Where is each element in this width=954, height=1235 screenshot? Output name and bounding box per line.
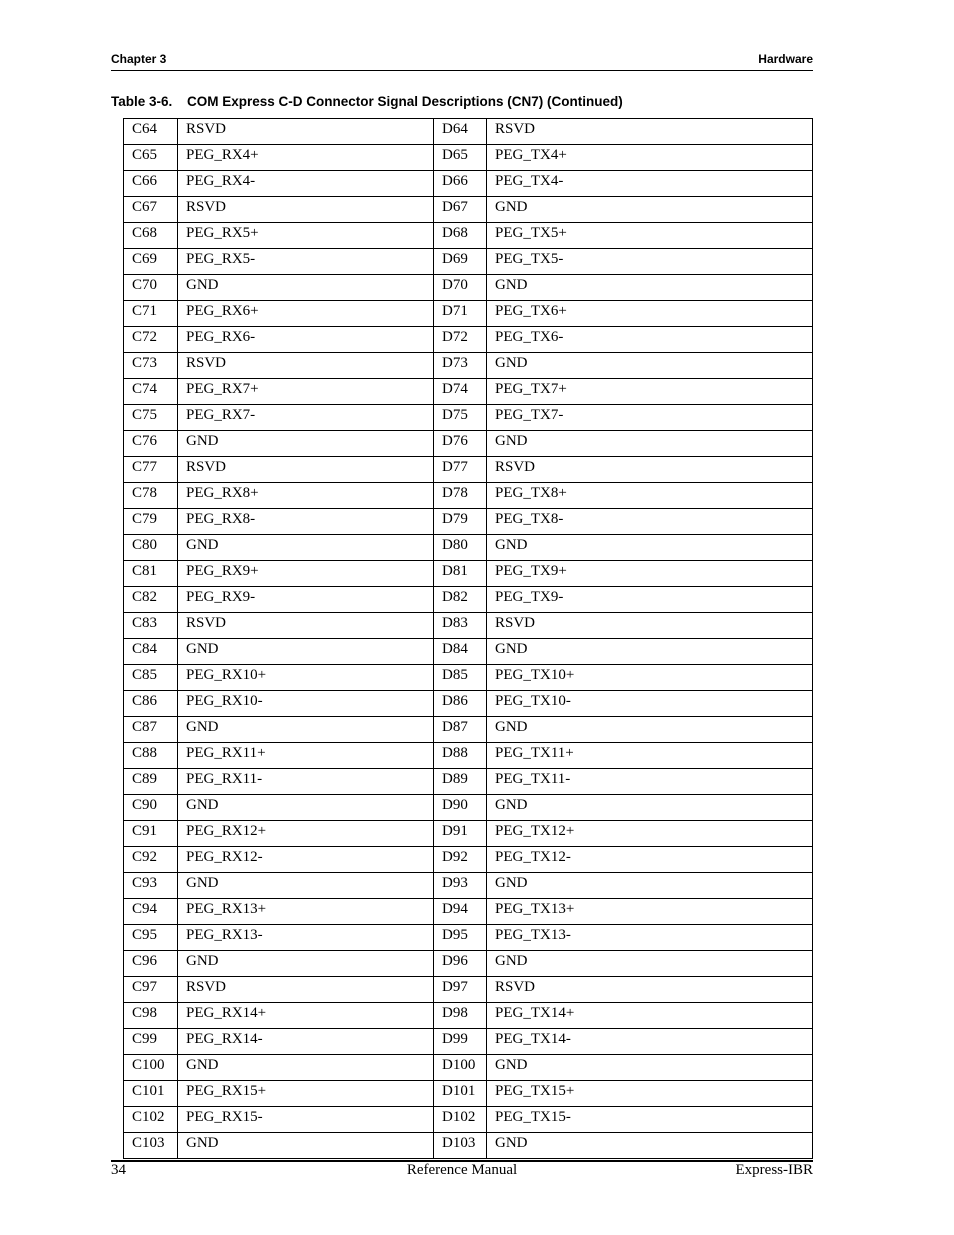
d-pin-cell: D101	[434, 1081, 487, 1107]
d-pin-cell: D72	[434, 327, 487, 353]
table-row	[124, 405, 813, 431]
signal-table-body	[124, 119, 813, 1159]
c-signal-cell: RSVD	[178, 613, 434, 639]
d-pin-cell: D87	[434, 717, 487, 743]
table-row	[124, 665, 813, 691]
d-pin-cell: D84	[434, 639, 487, 665]
c-signal-cell: GND	[178, 1055, 434, 1081]
table-row	[124, 353, 813, 379]
table-row	[124, 795, 813, 821]
d-signal-cell: PEG_TX8-	[487, 509, 813, 535]
c-pin-cell: C72	[124, 327, 178, 353]
c-pin-cell: C97	[124, 977, 178, 1003]
table-row	[124, 249, 813, 275]
d-signal-cell: PEG_TX7+	[487, 379, 813, 405]
d-signal-cell: GND	[487, 873, 813, 899]
signal-table	[123, 118, 813, 1159]
table-row	[124, 1003, 813, 1029]
d-signal-cell: RSVD	[487, 457, 813, 483]
table-row	[124, 1107, 813, 1133]
table-row	[124, 977, 813, 1003]
c-signal-cell: PEG_RX5+	[178, 223, 434, 249]
c-signal-cell: PEG_RX9-	[178, 587, 434, 613]
c-pin-cell: C84	[124, 639, 178, 665]
d-signal-cell: GND	[487, 431, 813, 457]
table-row	[124, 327, 813, 353]
d-signal-cell: PEG_TX15-	[487, 1107, 813, 1133]
c-pin-cell: C73	[124, 353, 178, 379]
c-pin-cell: C95	[124, 925, 178, 951]
d-signal-cell: PEG_TX6+	[487, 301, 813, 327]
d-pin-cell: D71	[434, 301, 487, 327]
c-signal-cell: PEG_RX13-	[178, 925, 434, 951]
d-pin-cell: D98	[434, 1003, 487, 1029]
c-pin-cell: C71	[124, 301, 178, 327]
d-signal-cell: GND	[487, 639, 813, 665]
d-signal-cell: PEG_TX14+	[487, 1003, 813, 1029]
c-signal-cell: RSVD	[178, 353, 434, 379]
d-pin-cell: D97	[434, 977, 487, 1003]
d-signal-cell: PEG_TX9+	[487, 561, 813, 587]
d-pin-cell: D93	[434, 873, 487, 899]
d-signal-cell: PEG_TX10-	[487, 691, 813, 717]
c-signal-cell: RSVD	[178, 457, 434, 483]
table-row	[124, 691, 813, 717]
table-row	[124, 223, 813, 249]
d-pin-cell: D76	[434, 431, 487, 457]
table-row	[124, 379, 813, 405]
table-caption	[111, 94, 623, 109]
d-pin-cell: D102	[434, 1107, 487, 1133]
c-signal-cell: PEG_RX4-	[178, 171, 434, 197]
c-pin-cell: C77	[124, 457, 178, 483]
table-number: Table 3-6.	[111, 94, 173, 109]
d-pin-cell: D64	[434, 119, 487, 145]
table-row	[124, 457, 813, 483]
c-signal-cell: PEG_RX7-	[178, 405, 434, 431]
c-pin-cell: C96	[124, 951, 178, 977]
table-row	[124, 483, 813, 509]
table-row	[124, 899, 813, 925]
d-signal-cell: PEG_TX8+	[487, 483, 813, 509]
d-pin-cell: D73	[434, 353, 487, 379]
d-pin-cell: D78	[434, 483, 487, 509]
d-signal-cell: GND	[487, 1055, 813, 1081]
page-footer	[111, 1160, 813, 1184]
d-signal-cell: RSVD	[487, 119, 813, 145]
table-row	[124, 1133, 813, 1159]
c-signal-cell: PEG_RX5-	[178, 249, 434, 275]
c-pin-cell: C78	[124, 483, 178, 509]
c-signal-cell: PEG_RX6-	[178, 327, 434, 353]
c-signal-cell: GND	[178, 873, 434, 899]
d-pin-cell: D103	[434, 1133, 487, 1159]
table-row	[124, 821, 813, 847]
c-signal-cell: GND	[178, 951, 434, 977]
d-signal-cell: PEG_TX11-	[487, 769, 813, 795]
c-pin-cell: C102	[124, 1107, 178, 1133]
d-pin-cell: D68	[434, 223, 487, 249]
c-pin-cell: C90	[124, 795, 178, 821]
d-pin-cell: D67	[434, 197, 487, 223]
c-pin-cell: C99	[124, 1029, 178, 1055]
table-row	[124, 1081, 813, 1107]
d-pin-cell: D77	[434, 457, 487, 483]
d-pin-cell: D79	[434, 509, 487, 535]
c-signal-cell: GND	[178, 1133, 434, 1159]
c-signal-cell: PEG_RX9+	[178, 561, 434, 587]
page-number: 34	[111, 1162, 126, 1178]
table-row	[124, 873, 813, 899]
d-signal-cell: GND	[487, 197, 813, 223]
d-signal-cell: PEG_TX5-	[487, 249, 813, 275]
d-signal-cell: PEG_TX14-	[487, 1029, 813, 1055]
d-signal-cell: GND	[487, 535, 813, 561]
c-signal-cell: RSVD	[178, 119, 434, 145]
table-row	[124, 951, 813, 977]
c-pin-cell: C83	[124, 613, 178, 639]
c-pin-cell: C75	[124, 405, 178, 431]
c-signal-cell: PEG_RX8-	[178, 509, 434, 535]
c-pin-cell: C93	[124, 873, 178, 899]
d-signal-cell: GND	[487, 795, 813, 821]
d-pin-cell: D91	[434, 821, 487, 847]
table-row	[124, 275, 813, 301]
table-row	[124, 561, 813, 587]
table-row	[124, 613, 813, 639]
c-signal-cell: GND	[178, 639, 434, 665]
d-signal-cell: PEG_TX12-	[487, 847, 813, 873]
d-pin-cell: D99	[434, 1029, 487, 1055]
table-row	[124, 587, 813, 613]
c-pin-cell: C68	[124, 223, 178, 249]
d-signal-cell: RSVD	[487, 613, 813, 639]
table-row	[124, 639, 813, 665]
d-pin-cell: D95	[434, 925, 487, 951]
table-row	[124, 743, 813, 769]
d-pin-cell: D75	[434, 405, 487, 431]
d-signal-cell: PEG_TX15+	[487, 1081, 813, 1107]
c-signal-cell: PEG_RX6+	[178, 301, 434, 327]
c-pin-cell: C70	[124, 275, 178, 301]
table-row	[124, 145, 813, 171]
c-signal-cell: GND	[178, 431, 434, 457]
d-signal-cell: GND	[487, 717, 813, 743]
table-row	[124, 197, 813, 223]
c-signal-cell: PEG_RX11-	[178, 769, 434, 795]
table-row	[124, 301, 813, 327]
c-signal-cell: PEG_RX12-	[178, 847, 434, 873]
d-signal-cell: PEG_TX4+	[487, 145, 813, 171]
c-pin-cell: C69	[124, 249, 178, 275]
chapter-label: Chapter 3	[111, 52, 167, 66]
c-signal-cell: GND	[178, 275, 434, 301]
c-pin-cell: C76	[124, 431, 178, 457]
c-pin-cell: C92	[124, 847, 178, 873]
d-signal-cell: GND	[487, 353, 813, 379]
c-signal-cell: PEG_RX8+	[178, 483, 434, 509]
c-signal-cell: PEG_RX14+	[178, 1003, 434, 1029]
d-pin-cell: D74	[434, 379, 487, 405]
document-type: Reference Manual	[406, 1162, 518, 1178]
section-label: Hardware	[758, 52, 813, 66]
page-header	[111, 52, 813, 71]
c-pin-cell: C94	[124, 899, 178, 925]
d-signal-cell: PEG_TX12+	[487, 821, 813, 847]
d-pin-cell: D69	[434, 249, 487, 275]
c-signal-cell: GND	[178, 717, 434, 743]
table-row	[124, 119, 813, 145]
c-signal-cell: PEG_RX10+	[178, 665, 434, 691]
table-row	[124, 509, 813, 535]
c-pin-cell: C80	[124, 535, 178, 561]
d-signal-cell: RSVD	[487, 977, 813, 1003]
c-signal-cell: PEG_RX10-	[178, 691, 434, 717]
d-pin-cell: D70	[434, 275, 487, 301]
c-pin-cell: C88	[124, 743, 178, 769]
d-signal-cell: PEG_TX6-	[487, 327, 813, 353]
c-pin-cell: C98	[124, 1003, 178, 1029]
d-pin-cell: D83	[434, 613, 487, 639]
c-pin-cell: C100	[124, 1055, 178, 1081]
c-signal-cell: PEG_RX11+	[178, 743, 434, 769]
c-signal-cell: PEG_RX7+	[178, 379, 434, 405]
d-pin-cell: D90	[434, 795, 487, 821]
d-pin-cell: D85	[434, 665, 487, 691]
c-pin-cell: C87	[124, 717, 178, 743]
table-row	[124, 769, 813, 795]
c-pin-cell: C65	[124, 145, 178, 171]
c-pin-cell: C67	[124, 197, 178, 223]
d-pin-cell: D100	[434, 1055, 487, 1081]
d-pin-cell: D86	[434, 691, 487, 717]
c-signal-cell: PEG_RX15-	[178, 1107, 434, 1133]
c-signal-cell: PEG_RX15+	[178, 1081, 434, 1107]
table-row	[124, 925, 813, 951]
d-signal-cell: PEG_TX13+	[487, 899, 813, 925]
d-signal-cell: PEG_TX11+	[487, 743, 813, 769]
d-pin-cell: D92	[434, 847, 487, 873]
d-signal-cell: PEG_TX7-	[487, 405, 813, 431]
table-row	[124, 847, 813, 873]
c-signal-cell: RSVD	[178, 197, 434, 223]
c-pin-cell: C103	[124, 1133, 178, 1159]
table-row	[124, 717, 813, 743]
c-pin-cell: C64	[124, 119, 178, 145]
c-signal-cell: PEG_RX14-	[178, 1029, 434, 1055]
c-pin-cell: C82	[124, 587, 178, 613]
d-signal-cell: PEG_TX13-	[487, 925, 813, 951]
c-signal-cell: GND	[178, 535, 434, 561]
table-row	[124, 171, 813, 197]
c-signal-cell: PEG_RX13+	[178, 899, 434, 925]
d-pin-cell: D96	[434, 951, 487, 977]
c-pin-cell: C89	[124, 769, 178, 795]
d-signal-cell: PEG_TX9-	[487, 587, 813, 613]
c-signal-cell: RSVD	[178, 977, 434, 1003]
table-title: COM Express C-D Connector Signal Descriptions (CN7) (Continued)	[187, 94, 623, 109]
c-pin-cell: C66	[124, 171, 178, 197]
d-pin-cell: D66	[434, 171, 487, 197]
d-pin-cell: D88	[434, 743, 487, 769]
d-pin-cell: D80	[434, 535, 487, 561]
d-signal-cell: PEG_TX10+	[487, 665, 813, 691]
c-signal-cell: PEG_RX12+	[178, 821, 434, 847]
c-signal-cell: PEG_RX4+	[178, 145, 434, 171]
table-row	[124, 1029, 813, 1055]
c-pin-cell: C91	[124, 821, 178, 847]
c-pin-cell: C85	[124, 665, 178, 691]
d-pin-cell: D94	[434, 899, 487, 925]
c-pin-cell: C81	[124, 561, 178, 587]
table-row	[124, 535, 813, 561]
table-row	[124, 1055, 813, 1081]
d-signal-cell: GND	[487, 951, 813, 977]
c-signal-cell: GND	[178, 795, 434, 821]
d-pin-cell: D81	[434, 561, 487, 587]
c-pin-cell: C101	[124, 1081, 178, 1107]
product-name: Express-IBR	[735, 1162, 813, 1178]
d-pin-cell: D82	[434, 587, 487, 613]
table-row	[124, 431, 813, 457]
d-pin-cell: D89	[434, 769, 487, 795]
d-signal-cell: GND	[487, 275, 813, 301]
d-signal-cell: GND	[487, 1133, 813, 1159]
c-pin-cell: C79	[124, 509, 178, 535]
d-pin-cell: D65	[434, 145, 487, 171]
c-pin-cell: C74	[124, 379, 178, 405]
c-pin-cell: C86	[124, 691, 178, 717]
d-signal-cell: PEG_TX5+	[487, 223, 813, 249]
d-signal-cell: PEG_TX4-	[487, 171, 813, 197]
